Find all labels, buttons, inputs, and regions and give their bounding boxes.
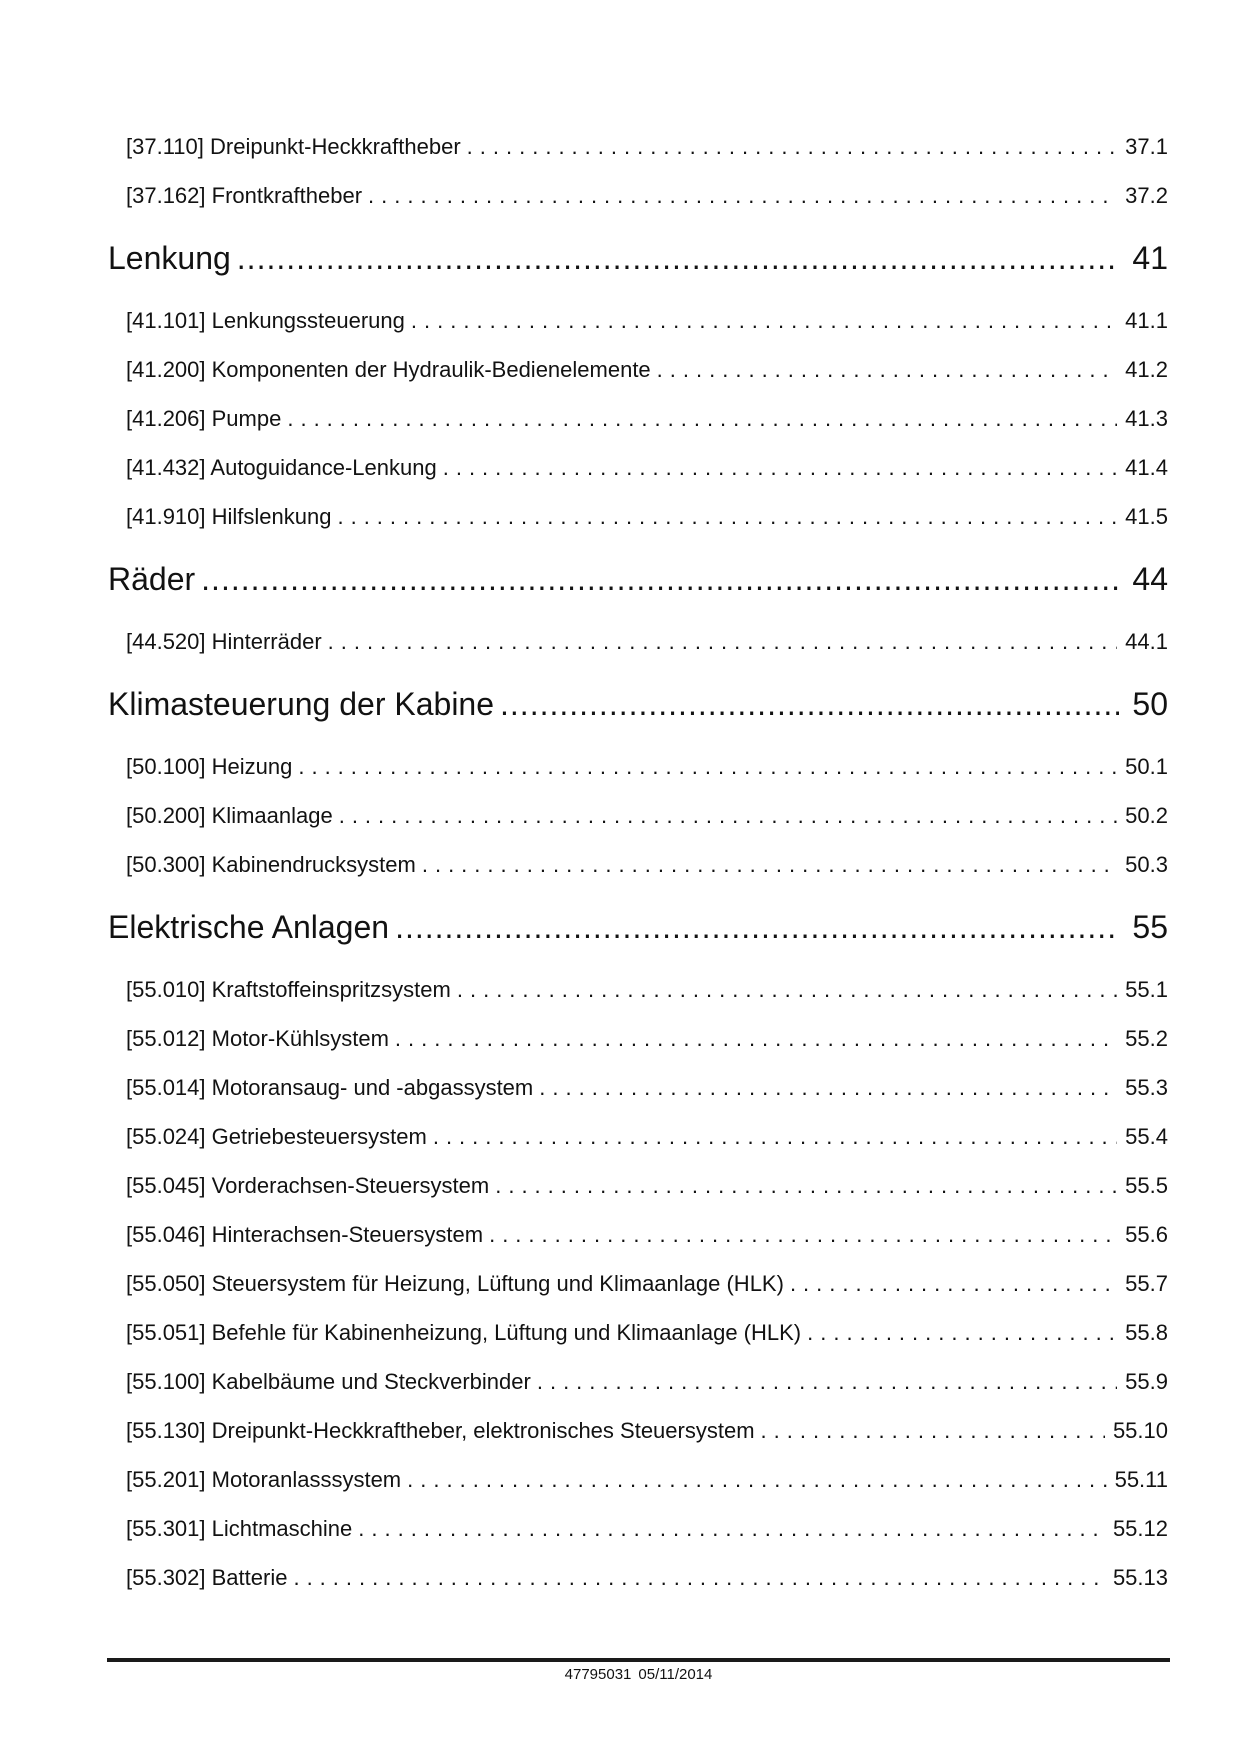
dot-leader xyxy=(422,840,1117,889)
toc-page-number: 37.2 xyxy=(1125,183,1168,208)
toc-entry-title: [55.014] Motoransaug- und -abgassystem xyxy=(126,1075,534,1100)
toc-page-number: 41.5 xyxy=(1125,504,1168,529)
dot-leader xyxy=(411,296,1117,345)
dot-leader xyxy=(298,742,1117,791)
toc-chapter-title: Klimasteuerung der Kabine xyxy=(108,686,495,722)
toc-page-number: 41.4 xyxy=(1125,455,1168,480)
toc-entry-row xyxy=(108,617,1168,666)
toc-chapter-row xyxy=(108,220,1168,296)
toc-entry-title: [41.101] Lenkungssteuerung xyxy=(126,308,405,333)
toc-page-number: 55.7 xyxy=(1125,1271,1168,1296)
dot-leader xyxy=(539,1063,1117,1112)
dot-leader xyxy=(657,345,1118,394)
toc-entry-title: [37.110] Dreipunkt-Heckkraftheber xyxy=(126,134,461,159)
toc-chapter-title: Lenkung xyxy=(108,240,231,276)
toc-entry-title: [55.301] Lichtmaschine xyxy=(126,1516,353,1541)
toc-chapter-row xyxy=(108,541,1168,617)
toc-entry-title: [41.200] Komponenten der Hydraulik-Bedienelemente xyxy=(126,357,651,382)
toc-entry-title: [55.201] Motoranlasssystem xyxy=(126,1467,402,1492)
dot-leader xyxy=(500,666,1119,742)
dot-leader xyxy=(368,171,1117,220)
toc-page-number: 55.5 xyxy=(1125,1173,1168,1198)
toc-page-number: 37.1 xyxy=(1125,134,1168,159)
dot-leader xyxy=(201,541,1119,617)
toc-entry-row xyxy=(108,742,1168,791)
toc-entry-row xyxy=(108,492,1168,541)
dot-leader xyxy=(433,1112,1117,1161)
toc-page-number: 44 xyxy=(1132,561,1168,597)
toc-entry-row xyxy=(108,1357,1168,1406)
toc-page-number: 55.4 xyxy=(1125,1124,1168,1149)
toc-entry-title: [55.130] Dreipunkt-Heckkraftheber, elektronisches Steuersystem xyxy=(126,1418,755,1443)
toc-entry-row xyxy=(108,1455,1168,1504)
toc-page-number: 41.2 xyxy=(1125,357,1168,382)
toc-entry-title: [55.024] Getriebesteuersystem xyxy=(126,1124,427,1149)
toc-entry-title: [55.050] Steuersystem für Heizung, Lüftung und Klimaanlage (HLK) xyxy=(126,1271,784,1296)
toc-page-number: 55.13 xyxy=(1112,1565,1168,1590)
toc-entry-title: [50.300] Kabinendrucksystem xyxy=(126,852,416,877)
toc-entry-row xyxy=(108,394,1168,443)
toc-chapter-title: Räder xyxy=(108,561,196,597)
dot-leader xyxy=(237,220,1120,296)
toc-page-number: 50.3 xyxy=(1125,852,1168,877)
toc-page-number: 55.11 xyxy=(1114,1467,1168,1492)
dot-leader xyxy=(457,965,1117,1014)
dot-leader xyxy=(358,1504,1105,1553)
toc-entry-row xyxy=(108,1406,1168,1455)
toc-page-number: 55.2 xyxy=(1125,1026,1168,1051)
toc-entry-row xyxy=(108,1014,1168,1063)
toc-page-number: 50 xyxy=(1132,686,1168,722)
toc-page-number: 55.6 xyxy=(1125,1222,1168,1247)
toc-chapter-row xyxy=(108,666,1168,742)
dot-leader xyxy=(467,122,1118,171)
dot-leader xyxy=(328,617,1118,666)
toc xyxy=(108,122,1168,1602)
toc-entry-title: [55.045] Vorderachsen-Steuersystem xyxy=(126,1173,490,1198)
toc-entry-title: [55.051] Befehle für Kabinenheizung, Lüftung und Klimaanlage (HLK) xyxy=(126,1320,802,1345)
toc-page-number: 55.1 xyxy=(1125,977,1168,1002)
toc-entry-row xyxy=(108,1308,1168,1357)
toc-entry-title: [41.910] Hilfslenkung xyxy=(126,504,332,529)
toc-entry-row xyxy=(108,1112,1168,1161)
toc-entry-title: [55.012] Motor-Kühlsystem xyxy=(126,1026,389,1051)
toc-entry-row xyxy=(108,443,1168,492)
toc-entry-title: [50.100] Heizung xyxy=(126,754,293,779)
dot-leader xyxy=(337,492,1117,541)
toc-entry-row xyxy=(108,1504,1168,1553)
dot-leader xyxy=(489,1210,1117,1259)
dot-leader xyxy=(395,889,1119,965)
toc-entry-title: [41.432] Autoguidance-Lenkung xyxy=(126,455,437,480)
toc-page-number: 55.8 xyxy=(1125,1320,1168,1345)
toc-entry-row xyxy=(108,1161,1168,1210)
toc-entry-title: [55.100] Kabelbäume und Steckverbinder xyxy=(126,1369,531,1394)
dot-leader xyxy=(495,1161,1117,1210)
dot-leader xyxy=(407,1455,1106,1504)
toc-page-number: 55.9 xyxy=(1125,1369,1168,1394)
toc-entry-row xyxy=(108,1210,1168,1259)
footer-doc-number: 47795031 xyxy=(564,1666,632,1683)
dot-leader xyxy=(443,443,1117,492)
toc-chapter-row xyxy=(108,889,1168,965)
toc-page-number: 55.10 xyxy=(1112,1418,1168,1443)
toc-page-number: 55.3 xyxy=(1125,1075,1168,1100)
footer-date: 05/11/2014 xyxy=(638,1666,713,1683)
toc-page-number: 50.2 xyxy=(1125,803,1168,828)
dot-leader xyxy=(395,1014,1117,1063)
toc-entry-row xyxy=(108,171,1168,220)
dot-leader xyxy=(339,791,1117,840)
dot-leader xyxy=(287,394,1117,443)
toc-entry-row xyxy=(108,122,1168,171)
toc-entry-row xyxy=(108,1553,1168,1602)
toc-page-number: 41.3 xyxy=(1125,406,1168,431)
toc-entry-row xyxy=(108,965,1168,1014)
toc-page-number: 41 xyxy=(1132,240,1168,276)
toc-entry-row xyxy=(108,1259,1168,1308)
toc-chapter-title: Elektrische Anlagen xyxy=(108,909,390,945)
toc-entry-title: [55.046] Hinterachsen-Steuersystem xyxy=(126,1222,484,1247)
toc-entry-title: [44.520] Hinterräder xyxy=(126,629,322,654)
dot-leader xyxy=(761,1406,1105,1455)
toc-entry-title: [55.010] Kraftstoffeinspritzsystem xyxy=(126,977,451,1002)
toc-page-number: 41.1 xyxy=(1125,308,1168,333)
toc-page-number: 55 xyxy=(1132,909,1168,945)
toc-entry-title: [55.302] Batterie xyxy=(126,1565,288,1590)
dot-leader xyxy=(537,1357,1117,1406)
toc-entry-title: [37.162] Frontkraftheber xyxy=(126,183,363,208)
toc-entry-title: [50.200] Klimaanlage xyxy=(126,803,333,828)
toc-entry-row xyxy=(108,296,1168,345)
toc-entry-row xyxy=(108,791,1168,840)
toc-entry-row xyxy=(108,840,1168,889)
dot-leader xyxy=(790,1259,1117,1308)
dot-leader xyxy=(807,1308,1117,1357)
toc-entry-title: [41.206] Pumpe xyxy=(126,406,282,431)
footer-rule xyxy=(107,1658,1170,1662)
toc-page-number: 44.1 xyxy=(1125,629,1168,654)
toc-entry-row xyxy=(108,345,1168,394)
footer xyxy=(107,1666,1170,1683)
dot-leader xyxy=(293,1553,1104,1602)
toc-page-number: 50.1 xyxy=(1125,754,1168,779)
toc-entry-row xyxy=(108,1063,1168,1112)
toc-page-number: 55.12 xyxy=(1112,1516,1168,1541)
